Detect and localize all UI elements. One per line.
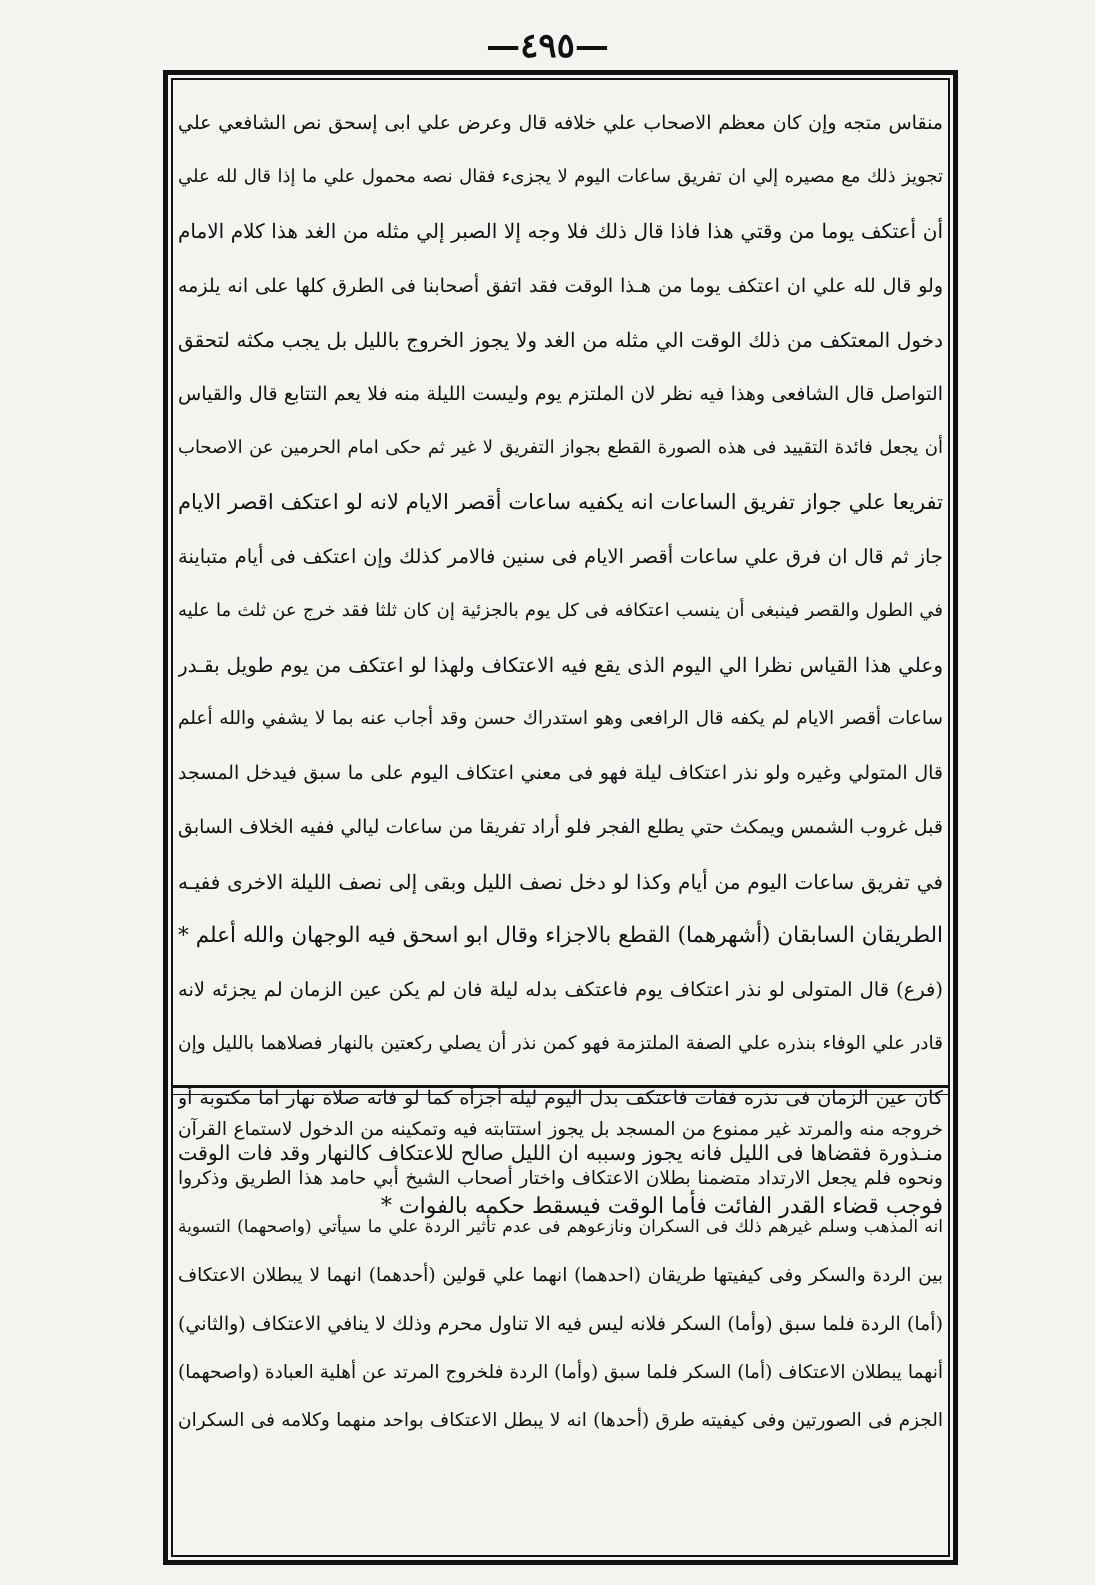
text-line: منقاس متجه وإن كان معظم الاصحاب علي خلافه قال وعرض علي ابى إسحق نص الشافعي علي bbox=[178, 112, 943, 134]
text-line: فوجب قضاء القدر الفائت فأما الوقت فيسقط حكمه بالفوات * bbox=[380, 1193, 943, 1219]
text-line: قال المتولي وغيره ولو نذر اعتكاف ليلة فهو فى معني اعتكاف اليوم على ما سبق فيدخل المسجد bbox=[178, 762, 943, 785]
footnote-line: الجزم فى الصورتين وفى كيفيته طرق (أحدها) انه لا يبطل الاعتكاف بواحد منهما وكلامه فى السكران bbox=[178, 1410, 943, 1431]
text-line: ساعات أقصر الايام لم يكفه قال الرافعى وهو استدراك حسن وقد أجاب عنه بما لا يشفي والله أعلم bbox=[178, 708, 943, 730]
footnote-text bbox=[178, 1106, 943, 1446]
page-number: —٤٩٥— bbox=[486, 26, 609, 66]
text-line: قبل غروب الشمس ويمكث حتي يطلع الفجر فلو أراد تفريقا من ساعات ليالي ففيه الخلاف السابق bbox=[178, 816, 943, 839]
text-line: كان عين الزمان فى نذره ففات فاعتكف بدل اليوم ليلة أجزأه كما لو فاته صلاة نهار اما مكتوبة أو bbox=[178, 1087, 943, 1110]
text-line: دخول المعتكف من ذلك الوقت الي مثله من الغد ولا يجوز الخروج بالليل بل يجب مكثه لتحقق bbox=[178, 327, 943, 352]
text-line: التواصل قال الشافعى وهذا فيه نظر لان الملتزم يوم وليست الليلة منه فلا يعم التتابع قال والقياس bbox=[178, 382, 943, 405]
text-line: (فرع) قال المتولى لو نذر اعتكاف يوم فاعتكف بدله ليلة فان لم يكن عين الزمان لم يجزئه لانه bbox=[178, 978, 943, 1001]
footnote-line: ونحوه فلم يجعل الارتداد متضمنا بطلان الاعتكاف واختار أصحاب الشيخ أبي حامد هذا الطريق وذكروا bbox=[178, 1167, 943, 1189]
text-line: وعلي هذا القياس نظرا الي اليوم الذى يقع فيه الاعتكاف ولهذا لو اعتكف من يوم طويل بقـدر bbox=[178, 652, 943, 677]
footnote-line: خروجه منه والمرتد غير ممنوع من المسجد بل يجوز استتابته فيه وتمكينه من الدخول لاستماع القرآن bbox=[178, 1119, 943, 1140]
text-line: جاز ثم قال ان فرق علي ساعات أقصر الايام فى سنين فالامر كذلك وإن اعتكف فى أيام متباينة bbox=[178, 544, 943, 568]
footnote-divider bbox=[171, 1085, 950, 1088]
text-line: تجويز ذلك مع مصيره إلي ان تفريق ساعات اليوم لا يجزىء فقال نصه محمول علي ما إذا قال لله علي bbox=[178, 166, 943, 188]
footnote-line: بين الردة والسكر وفى كيفيتها طريقان (احدهما) انهما علي قولين (أحدهما) انهما لا يبطلان الاعتكاف bbox=[178, 1264, 943, 1286]
text-line: منـذورة فقضاها فى الليل فانه يجوز وسببه ان الليل صالح للاعتكاف كالنهار وقد فات الوقت bbox=[178, 1140, 943, 1165]
text-line: أن يجعل فائدة التقييد فى هذه الصورة القطع بجواز التفريق لا غير ثم حكى امام الحرمين عن الاصحاب bbox=[178, 437, 943, 459]
text-line: الطريقان السابقان (أشهرهما) القطع بالاجزاء وقال ابو اسحق فيه الوجهان والله أعلم * bbox=[178, 922, 943, 948]
text-line: أن أعتكف يوما من وقتي هذا فاذا قال ذلك فلا وجه إلا الصبر إلي مثله من الغد هذا كلام الامام bbox=[178, 219, 943, 244]
text-line: في تفريق ساعات اليوم من أيام وكذا لو دخل نصف الليل وبقى إلى نصف الليلة الاخرى ففيـه bbox=[178, 869, 943, 894]
footnote-line: (أما) الردة فلما سبق (وأما) السكر فلانه ليس فيه الا تناول محرم وذلك لا ينافي الاعتكاف (والثاني) bbox=[178, 1313, 943, 1335]
footnote-divider-thin bbox=[171, 1094, 950, 1095]
footnote-line: انه المذهب وسلم غيرهم ذلك فى السكران ونازعوهم فى عدم تأثير الردة علي ما سيأتي (واصحهما) التسوية bbox=[178, 1217, 943, 1237]
text-line: قادر علي الوفاء بنذره علي الصفة الملتزمة فهو كمن نذر أن يصلي ركعتين بالنهار فصلاهما بالليل وإن bbox=[178, 1033, 943, 1055]
text-line: ولو قال لله علي ان اعتكف يوما من هـذا الوقت فقد اتفق أصحابنا فى الطرق كلها على انه يلزمه bbox=[178, 274, 943, 297]
text-line: في الطول والقصر فينبغى أن ينسب اعتكافه فى كل يوم بالجزئية إن كان ثلثا فقد خرج عن ثلث ما عليه bbox=[178, 599, 943, 621]
footnote-line: أنهما يبطلان الاعتكاف (أما) السكر فلما سبق (وأما) الردة فلخروج المرتد عن أهلية العبادة (واصحهما) bbox=[178, 1361, 943, 1383]
text-line: تفريعا علي جواز تفريق الساعات انه يكفيه ساعات أقصر الايام لانه لو اعتكف اقصر الايام bbox=[178, 490, 943, 515]
main-text bbox=[178, 96, 943, 1234]
